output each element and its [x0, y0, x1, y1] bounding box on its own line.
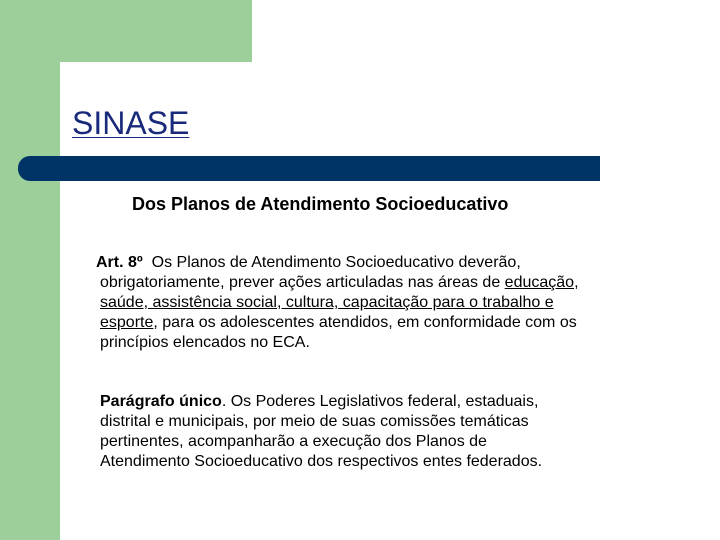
- paragrafo-line: pertinentes, acompanharão a execução dos Planos de: [100, 433, 487, 450]
- link-educacao[interactable]: educação,: [504, 274, 579, 291]
- slide-title: SINASE: [72, 105, 190, 141]
- paragrafo-line: distrital e municipais, por meio de suas comissões temáticas: [100, 413, 529, 430]
- article-8-text: , para os adolescentes atendidos, em conformidade com os: [153, 314, 577, 331]
- slide-subtitle: Dos Planos de Atendimento Socioeducativo: [132, 194, 509, 214]
- paragrafo-line: Atendimento Socioeducativo dos respectivos entes federados.: [100, 453, 543, 470]
- decorative-green-sidebar: [0, 0, 60, 540]
- article-8-line: [100, 293, 579, 313]
- article-8-text: obrigatoriamente, prever ações articuladas nas áreas de: [100, 274, 505, 291]
- article-8-line: [100, 273, 579, 293]
- article-8-text: Os Planos de Atendimento Socioeducativo deverão,: [151, 254, 521, 271]
- article-8-line: [96, 253, 579, 273]
- article-8-paragraph: [96, 253, 579, 353]
- paragrafo-text: . Os Poderes Legislativos federal, estaduais,: [221, 393, 539, 410]
- title-divider-bar: [18, 156, 600, 181]
- link-areas[interactable]: saúde, assistência social, cultura, capacitação para o trabalho e: [100, 294, 554, 311]
- article-8-line: princípios elencados no ECA.: [100, 334, 310, 351]
- article-8-line: [100, 313, 579, 333]
- paragrafo-line: [100, 392, 542, 412]
- decorative-green-header-block: [0, 0, 252, 62]
- article-8-label: Art. 8º: [96, 254, 143, 271]
- paragrafo-label: Parágrafo único: [100, 393, 222, 410]
- link-esporte[interactable]: esporte: [100, 314, 154, 331]
- paragrafo-unico-paragraph: [100, 392, 542, 472]
